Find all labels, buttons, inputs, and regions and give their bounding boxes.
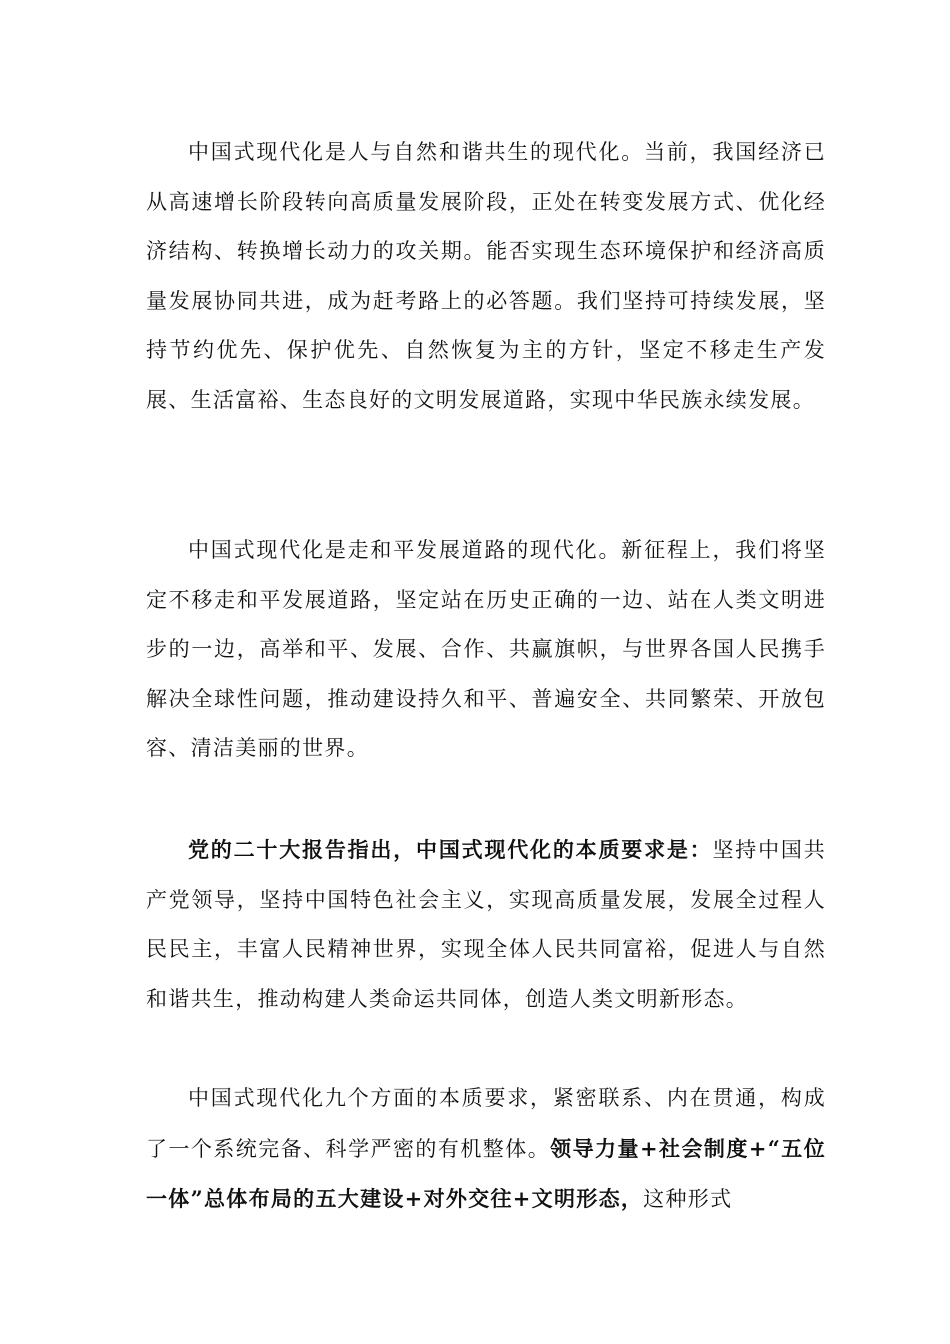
paragraph-text: 中国式现代化九个方面的本质要求，紧密联系、内在贯通，构成了一个系统完备、科学严密的有机整体。 <box>146 1086 826 1161</box>
paragraph-text: 中国式现代化是走和平发展道路的现代化。新征程上，我们将坚定不移走和平发展道路，坚定站在历史正确的一边、站在人类文明进步的一边，高举和平、发展、合作、共赢旗帜，与世界各国人民携手解决全球性问题，推动建设持久和平、普遍安全、共同繁荣、开放包容、清洁美丽的世界。 <box>146 538 826 761</box>
paragraph-text: 坚持中国共产党领导，坚持中国特色社会主义，实现高质量发展，发展全过程人民民主，丰富人民精神世界，实现全体人民共同富裕，促进人与自然和谐共生，推动构建人类命运共同体，创造人类文明新形态。 <box>146 838 826 1011</box>
paragraph-peaceful-development <box>146 526 826 774</box>
paragraph-text: 中国式现代化是人与自然和谐共生的现代化。当前，我国经济已从高速增长阶段转向高质量发展阶段，正处在转变发展方式、优化经济结构、转换增长动力的攻关期。能否实现生态环境保护和经济高质量发展协同共进，成为赶考路上的必答题。我们坚持可持续发展，坚持节约优先、保护优先、自然恢复为主的方针，坚定不移走生产发展、生活富裕、生态良好的文明发展道路，实现中华民族永续发展。 <box>146 140 826 412</box>
paragraph-bold-emphasis: 领导力量+社会制度+“五位一体”总体布局的五大建设+对外交往+文明形态， <box>146 1135 827 1212</box>
paragraph-bold-lead: 党的二十大报告指出，中国式现代化的本质要求是： <box>188 837 713 862</box>
paragraph-nine-aspects <box>146 1074 826 1225</box>
paragraph-harmony-with-nature <box>146 128 826 426</box>
paragraph-essential-requirements <box>146 825 826 1024</box>
paragraph-tail-text: 这种形式 <box>643 1187 733 1212</box>
